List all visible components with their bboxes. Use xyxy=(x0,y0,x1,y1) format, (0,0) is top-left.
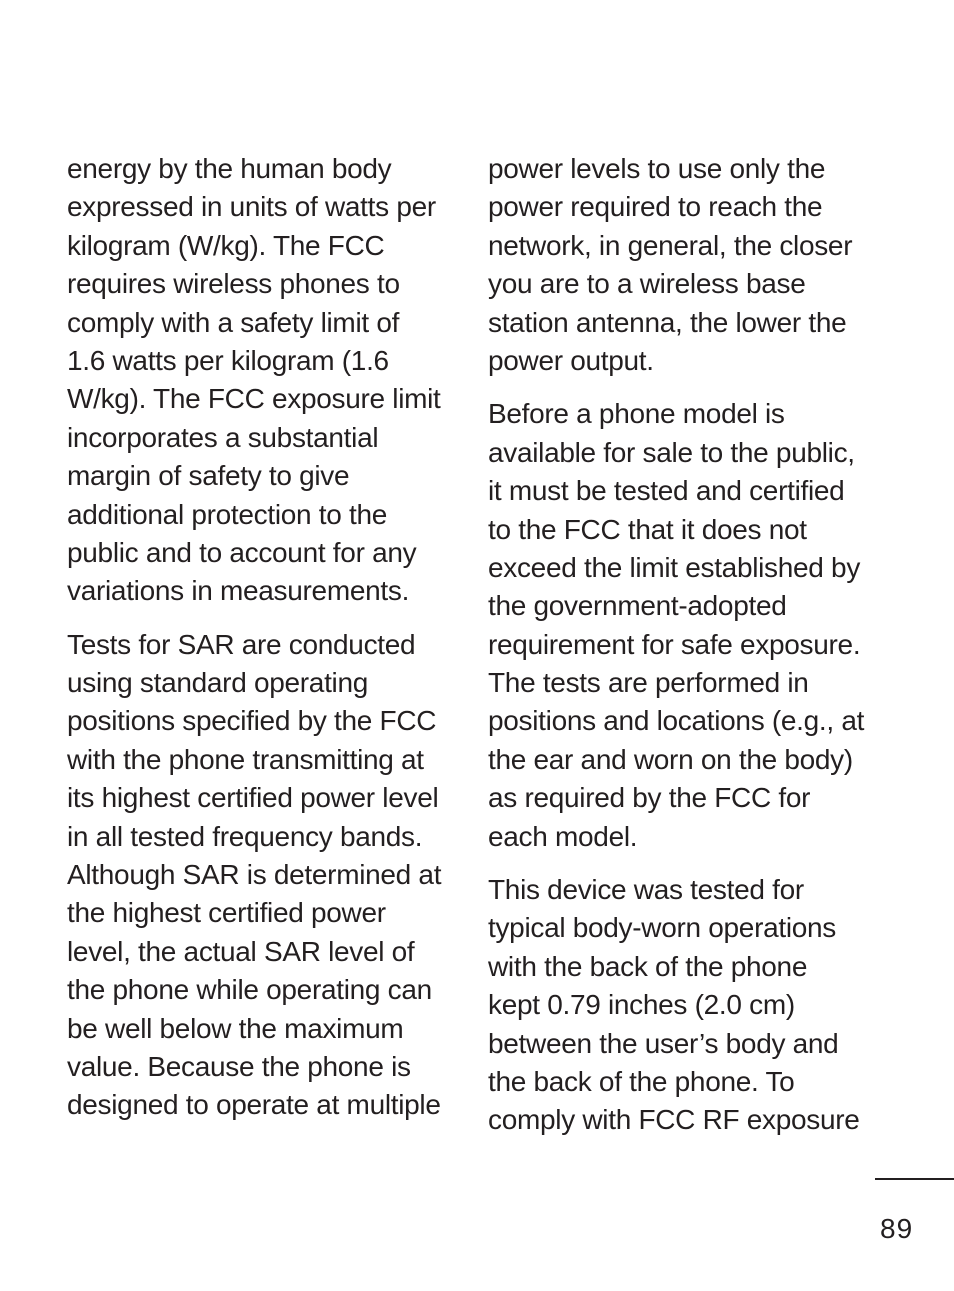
text-line: kilogram (W/kg). The FCC xyxy=(67,229,385,261)
text-line: margin of safety to give xyxy=(67,460,350,492)
text-line: additional protection to the xyxy=(67,498,388,530)
text-line: incorporates a substantial xyxy=(67,421,379,453)
text-line: comply with a safety limit of xyxy=(67,306,400,338)
text-line: The tests are performed in xyxy=(488,667,809,699)
text-line: using standard operating xyxy=(67,667,369,699)
text-line: value. Because the phone is xyxy=(67,1050,411,1082)
text-line: between the user’s body and xyxy=(488,1027,839,1059)
text-line: the government-adopted xyxy=(488,590,787,622)
text-line: power levels to use only the xyxy=(488,153,826,184)
text-line: with the phone transmitting at xyxy=(67,743,424,775)
text-line: in all tested frequency bands. xyxy=(67,820,423,852)
text-line: network, in general, the closer xyxy=(488,229,853,261)
text-line: Although SAR is determined at xyxy=(67,859,442,891)
text-line: station antenna, the lower the xyxy=(488,306,847,338)
text-line: as required by the FCC for xyxy=(488,782,811,814)
text-line: Before a phone model is xyxy=(488,398,785,430)
paragraph-sar-tests xyxy=(67,626,462,1125)
text-line: positions specified by the FCC xyxy=(67,705,437,737)
text-line: you are to a wireless base xyxy=(488,268,806,300)
text-line: power required to reach the xyxy=(488,191,823,223)
paragraph-certification xyxy=(488,395,883,856)
text-line: available for sale to the public, xyxy=(488,436,855,468)
page-number: 89 xyxy=(880,1213,914,1244)
text-line: designed to operate at multiple xyxy=(67,1089,441,1121)
text-line: energy by the human body xyxy=(67,153,392,184)
right-column xyxy=(488,150,883,1155)
text-line: expressed in units of watts per xyxy=(67,191,436,223)
text-line: to the FCC that it does not xyxy=(488,513,807,545)
text-line: requirement for safe exposure. xyxy=(488,628,861,660)
text-line: the back of the phone. To xyxy=(488,1065,795,1097)
text-line: 1.6 watts per kilogram (1.6 xyxy=(67,344,389,376)
text-line: comply with FCC RF exposure xyxy=(488,1104,860,1136)
text-line: typical body-worn operations xyxy=(488,912,837,944)
text-line: kept 0.79 inches (2.0 cm) xyxy=(488,989,795,1021)
text-line: variations in measurements. xyxy=(67,575,410,607)
text-line: public and to account for any xyxy=(67,536,417,568)
text-line: power output. xyxy=(488,344,654,376)
text-line: be well below the maximum xyxy=(67,1012,404,1044)
paragraph-body-worn xyxy=(488,871,883,1140)
text-line: the ear and worn on the body) xyxy=(488,743,853,775)
text-line: level, the actual SAR level of xyxy=(67,935,415,967)
text-line: with the back of the phone xyxy=(488,950,808,982)
text-line: This device was tested for xyxy=(488,874,804,906)
paragraph-power-levels xyxy=(488,150,883,380)
text-line: its highest certified power level xyxy=(67,782,439,814)
text-line: exceed the limit established by xyxy=(488,551,861,583)
footer-rule xyxy=(875,1178,954,1180)
text-line: positions and locations (e.g., at xyxy=(488,705,865,737)
text-line: requires wireless phones to xyxy=(67,268,400,300)
text-line: W/kg). The FCC exposure limit xyxy=(67,383,441,415)
text-line: each model. xyxy=(488,820,638,852)
text-line: it must be tested and certified xyxy=(488,475,845,507)
paragraph-sar-limit xyxy=(67,150,462,611)
text-line: the highest certified power xyxy=(67,897,386,929)
text-line: the phone while operating can xyxy=(67,974,432,1006)
text-line: Tests for SAR are conducted xyxy=(67,628,416,660)
left-column xyxy=(67,150,462,1140)
